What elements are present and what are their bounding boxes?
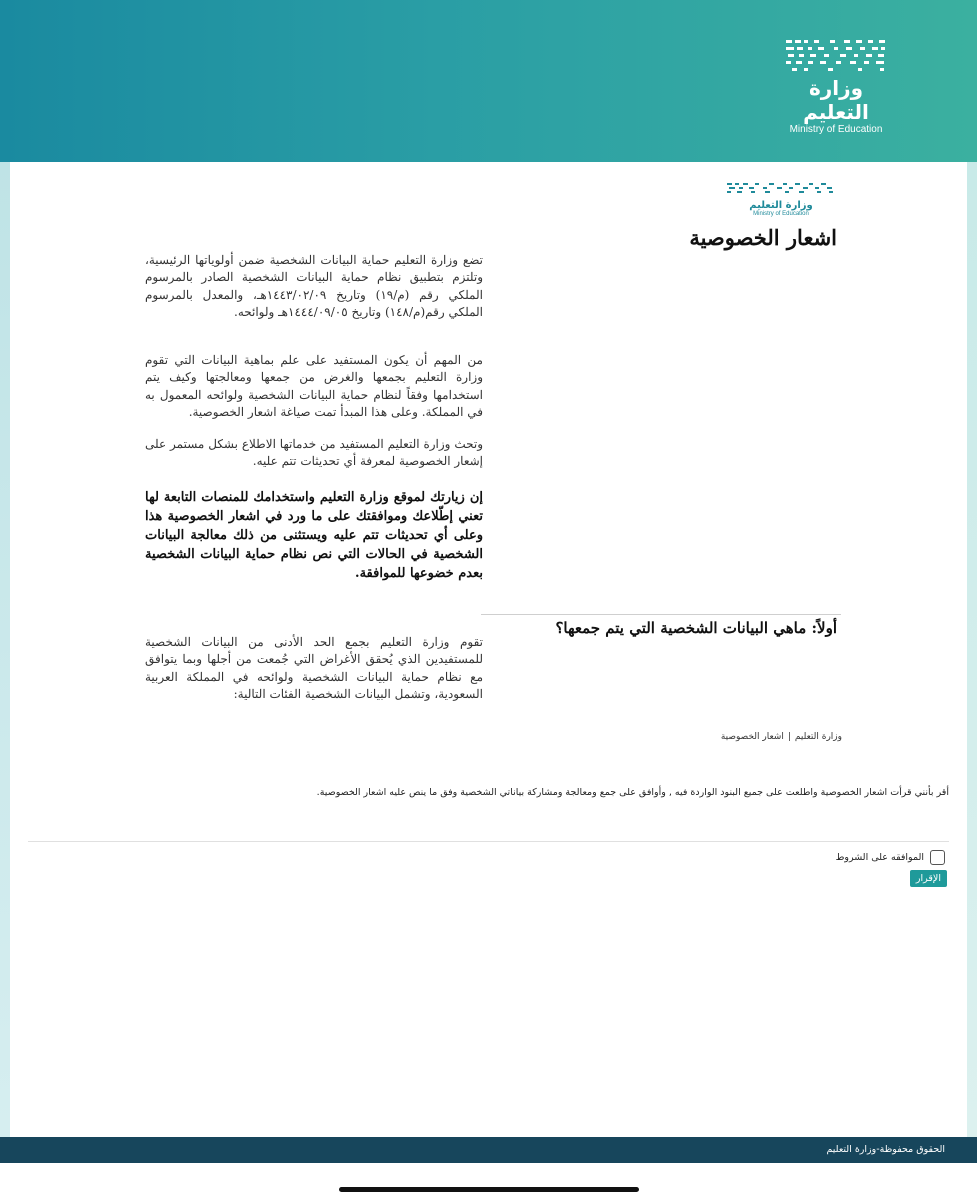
document-logo-english-text: Ministry of Education [753, 211, 809, 217]
updates-paragraph: وتحث وزارة التعليم المستفيد من خدماتها الاطلاع بشكل مستمر على إشعار الخصوصية لمعرفة أي تحديثات تتم عليه. [145, 437, 483, 469]
section-divider [481, 614, 841, 615]
page-footer [0, 1137, 977, 1163]
header-logo-arabic-text: وزارة التعليم [803, 76, 869, 124]
ministry-logo [781, 38, 891, 135]
form-divider [28, 841, 949, 842]
header-logo-english-text: Ministry of Education [789, 124, 883, 135]
home-indicator[interactable] [339, 1187, 639, 1192]
purpose-paragraph: من المهم أن يكون المستفيد على علم بماهية البيانات التي تقوم وزارة التعليم بجمعها والغرض من جمعها ومعالجتها وكيف يتم استخدامها وفقاً لنظام حماية البيانات الشخصية ولوائحه المعمول به في المملكة. وعلى هذا المبدأ تمت صياغة اشعار الخصوصية. [145, 353, 483, 419]
confirm-button[interactable]: الإقرار [910, 870, 947, 887]
page-header [0, 0, 977, 162]
breadcrumb-item-ministry[interactable]: وزارة التعليم [794, 732, 842, 742]
terms-checkbox[interactable] [930, 850, 945, 865]
terms-checkbox-label[interactable]: الموافقه على الشروط [835, 851, 924, 863]
breadcrumb [542, 731, 842, 743]
breadcrumb-separator: | [787, 732, 791, 742]
section-heading: أولاً: ماهي البيانات الشخصية التي يتم جمعها؟ [555, 619, 837, 637]
ministry-logo-dots-icon [784, 38, 888, 74]
consent-paragraph: إن زيارتك لموقع وزارة التعليم واستخدامك للمنصات التابعة لها تعني إطّلاعك وموافقتك على ما ورد في اشعار الخصوصية هذا وعلى أي تحديثات تتم عليه ويستثنى من ذلك معالجة البيانات الشخصية في الحالات التي نص نظام حماية البيانات الشخصية بعدم خضوعها للموافقة. [145, 490, 483, 581]
document-logo-dots-icon [725, 182, 837, 196]
intro-paragraph: تضع وزارة التعليم حماية البيانات الشخصية ضمن أولوياتها الرئيسية، وتلتزم بتطبيق نظام حماية البيانات الشخصية الصادر بالمرسوم الملكي رقم (م/١٩) وتاريخ ١٤٤٣/٠٢/٠٩هـ، والمعدل بالمرسوم الملكي رقم(م/١٤٨) وتاريخ ١٤٤٤/٠٩/٠٥هـ ولوائحه. [145, 253, 483, 319]
page-title: اشعار الخصوصية [689, 225, 837, 250]
document-logo [725, 181, 837, 217]
terms-agreement-row[interactable] [836, 848, 945, 866]
copyright-text: الحقوق محفوظة-وزارة التعليم [826, 1144, 945, 1155]
right-side-border [967, 162, 977, 1137]
breadcrumb-item-privacy-notice: اشعار الخصوصية [720, 732, 784, 742]
section-paragraph: تقوم وزارة التعليم بجمع الحد الأدنى من البيانات الشخصية للمستفيدين الذي يُحقق الأغراض التي جُمعت من أجلها وبما يتوافق مع نظام حماية البيانات الشخصية ولوائحه في المملكة العربية السعودية، وتشمل البيانات الشخصية الفئات التالية: [145, 635, 483, 701]
acknowledgement-text: أقر بأنني قرأت اشعار الخصوصية واطلعت على جميع البنود الواردة فيه , وأوافق على جمع ومعالجة ومشاركة بياناتي الشخصية وفق ما ينص عليه اشعار الخصوصية. [316, 787, 949, 798]
document-logo-arabic-text: وزارة التعليم [749, 200, 813, 211]
left-side-border [0, 162, 10, 1137]
